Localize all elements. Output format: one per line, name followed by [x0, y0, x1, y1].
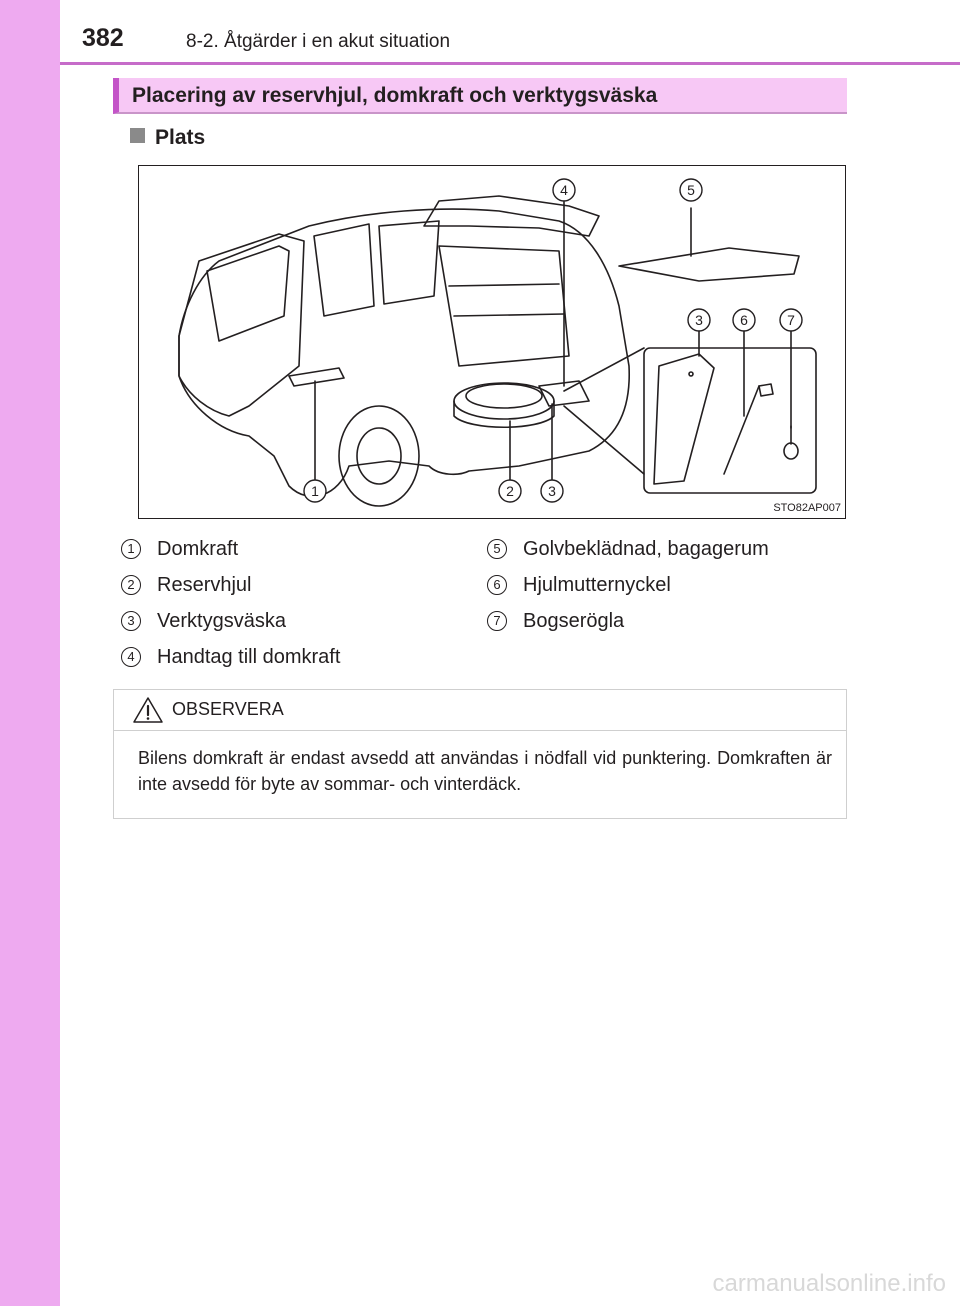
- watermark: carmanualsonline.info: [712, 1270, 946, 1297]
- callout-label: 6: [740, 312, 748, 328]
- sub-heading-text: Plats: [155, 126, 206, 149]
- legend-label: Reservhjul: [157, 574, 252, 596]
- header-divider: [60, 62, 960, 65]
- notice-header: [114, 690, 846, 731]
- callout-label: 1: [311, 483, 319, 499]
- car-illustration: [139, 166, 847, 520]
- chapter-title: 8-2. Åtgärder i en akut situation: [186, 31, 451, 52]
- callout-label: 7: [787, 312, 795, 328]
- notice-text: Bilens domkraft är endast avsedd att användas i nödfall vid punktering. Domkraften är inte avsedd för byte av sommar- och vinterdäck.: [138, 748, 832, 794]
- legend-label: Bogserögla: [523, 610, 625, 632]
- floor-mat: [619, 248, 799, 281]
- legend-label: Hjulmutternyckel: [523, 574, 671, 596]
- rear-wheel: [339, 406, 419, 506]
- callout-label: 2: [506, 483, 514, 499]
- legend-number: 4: [121, 647, 141, 667]
- section-heading: [113, 78, 847, 114]
- open-hatch: [424, 196, 599, 236]
- legend-label: Golvbeklädnad, bagagerum: [523, 538, 769, 560]
- callout-label: 3: [695, 312, 703, 328]
- legend-number: 3: [121, 611, 141, 631]
- legend-number: 6: [487, 575, 507, 595]
- legend-label: Domkraft: [157, 538, 239, 560]
- side-tab-strip: [0, 0, 60, 1306]
- legend-label: Verktygsväska: [157, 610, 286, 632]
- notice-box: [113, 689, 847, 819]
- legend-number: 5: [487, 539, 507, 559]
- square-bullet-icon: [130, 128, 145, 143]
- figure-code: STO82AP007: [773, 502, 841, 514]
- notice-title: OBSERVERA: [172, 699, 284, 719]
- callout-label: 4: [560, 182, 568, 198]
- car-body-outline: [179, 209, 629, 496]
- section-heading-text: Placering av reservhjul, domkraft och verktygsväska: [132, 84, 658, 107]
- warning-icon: [132, 696, 164, 724]
- legend-label: Handtag till domkraft: [157, 646, 341, 668]
- legend-number: 2: [121, 575, 141, 595]
- callout-label: 5: [687, 182, 695, 198]
- callout-label: 3: [548, 483, 556, 499]
- page-number: 382: [82, 24, 124, 52]
- legend-number: 7: [487, 611, 507, 631]
- legend-number: 1: [121, 539, 141, 559]
- open-door: [179, 234, 304, 416]
- location-illustration: [138, 165, 846, 519]
- sub-heading: [130, 126, 205, 150]
